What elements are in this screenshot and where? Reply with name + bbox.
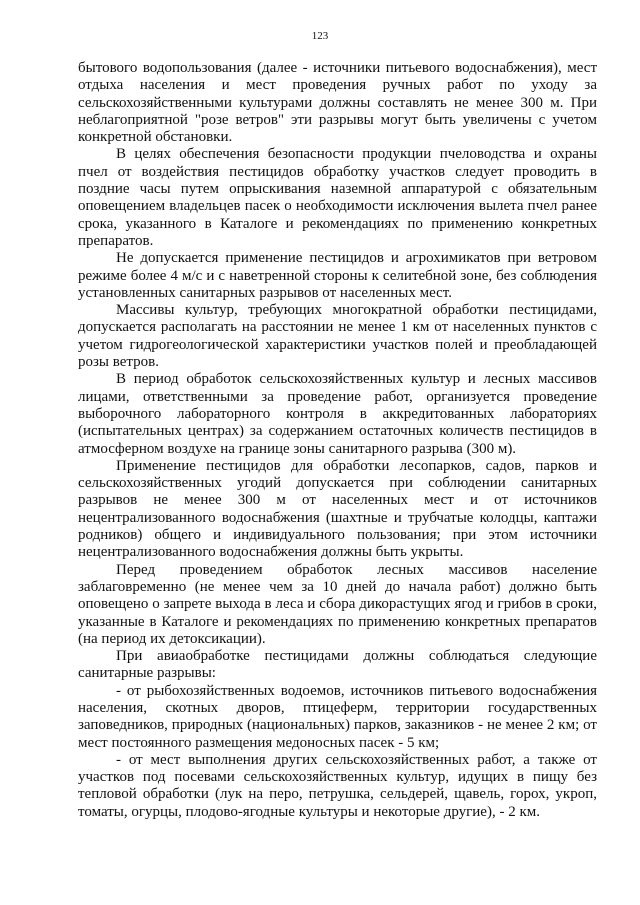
document-body <box>78 60 597 821</box>
list-item-aerial-distance-2: - от мест выполнения других сельскохозяйственных работ, а также от участков под посевами сельскохозяйственных культур, идущих в пищу без тепловой обработки (лук на перо, петрушка, сельдерей, щавель, горох, укроп, томаты, огурцы, плодово-ягодные культуры и некоторые другие), - 2 км. <box>78 751 597 820</box>
paragraph-lab-control: В период обработок сельскохозяйственных культур и лесных массивов лицами, ответственными за проведение работ, организуется проведение выборочного лабораторного контроля в аккредитованных лабораториях (испытательных центрах) за содержанием остаточных количеств пестицидов в атмосферном воздухе на границе зоны санитарного разрыва (300 м). <box>78 371 597 457</box>
paragraph-parks-treatment: Применение пестицидов для обработки лесопарков, садов, парков и сельскохозяйственных угодий допускается при соблюдении санитарных разрывов не менее 300 м от населенных мест и от источников нецентрализованного водоснабжения (шахтные и трубчатые колодцы, каптажи родников) общего и индивидуального пользования; при этом источники нецентрализованного водоснабжения должны быть укрыты. <box>78 457 597 561</box>
list-item-aerial-distance-1: - от рыбохозяйственных водоемов, источников питьевого водоснабжения населения, скотных дворов, птицеферм, территории государственных заповедников, природных (национальных) парков, заказников - не менее 2 км; от мест постоянного размещения медоносных пасек - 5 км; <box>78 682 597 751</box>
paragraph-crop-massifs: Массивы культур, требующих многократной обработки пестицидами, допускается располагать на расстоянии не менее 1 км от населенных пунктов с учетом гидрогеологической характеристики участков полей и преобладающей розы ветров. <box>78 302 597 371</box>
paragraph-forest-notice: Перед проведением обработок лесных массивов население заблаговременно (не менее чем за 10 дней до начала работ) должно быть оповещено о запрете выхода в леса и сбора дикорастущих ягод и грибов в сроки, указанные в Каталоге и рекомендациях по применению конкретных препаратов (на период их детоксикации). <box>78 561 597 647</box>
paragraph-bee-protection: В целях обеспечения безопасности продукции пчеловодства и охраны пчел от воздействия пестицидов обработку участков следует проводить в поздние часы путем опрыскивания наземной аппаратурой с обязательным оповещением владельцев пасек о необходимости исключения вылета пчел ранее срока, указанного в Каталоге и рекомендациях по применению конкретных препаратов. <box>78 146 597 249</box>
paragraph-aerial-intro: При авиаобработке пестицидами должны соблюдаться следующие санитарные разрывы: <box>78 648 597 682</box>
paragraph-wind-restriction: Не допускается применение пестицидов и агрохимикатов при ветровом режиме более 4 м/с и с наветренной стороны к селитебной зоне, без соблюдения установленных санитарных разрывов от населенных мест. <box>78 250 597 301</box>
page-number: 123 <box>311 30 329 42</box>
paragraph-continuation: бытового водопользования (далее - источники питьевого водоснабжения), мест отдыха населения и мест проведения ручных работ по уходу за сельскохозяйственными культурами должны составлять не менее 300 м. При неблагоприятной "розе ветров" эти разрывы могут быть увеличены с учетом конкретной обстановки. <box>78 60 597 146</box>
